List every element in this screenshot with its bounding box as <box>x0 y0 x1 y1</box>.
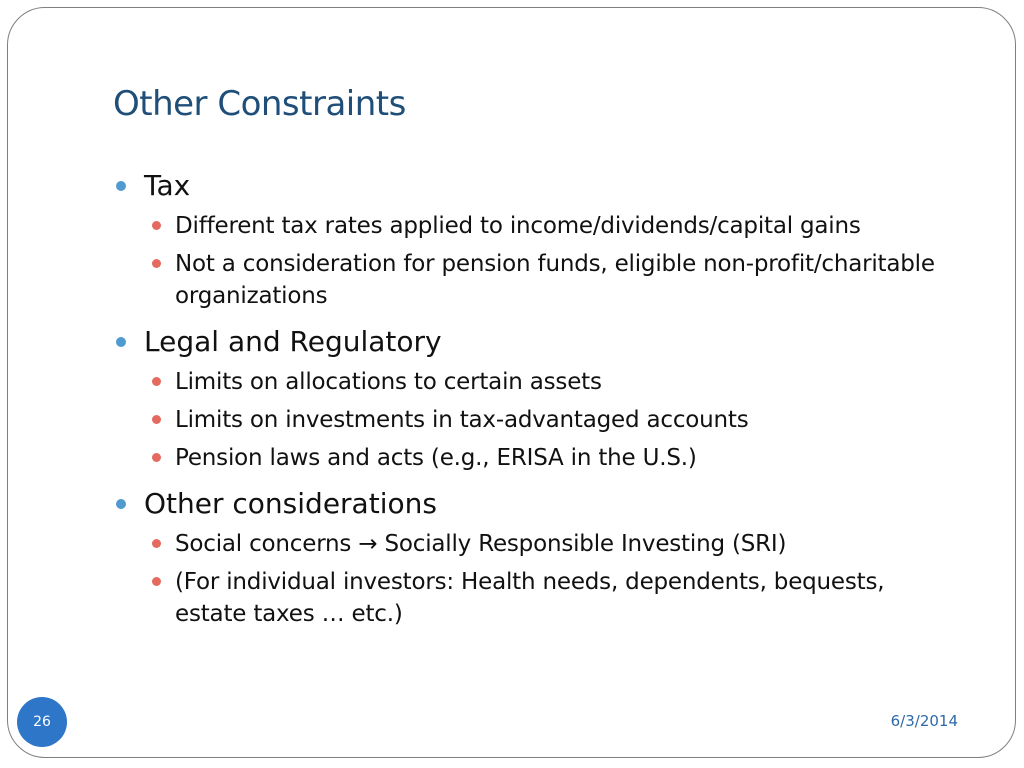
sub-bullet-text: (For individual investors: Health needs, dependents, bequests, estate taxes … etc.) <box>175 569 885 627</box>
sub-bullet <box>114 366 954 398</box>
sub-bullet <box>114 404 954 436</box>
sub-bullet <box>114 442 954 474</box>
bullet-heading: Legal and Regulatory <box>144 325 442 358</box>
level1-bullet-icon <box>116 499 126 509</box>
sub-bullet-text: Different tax rates applied to income/dividends/capital gains <box>175 213 861 239</box>
sub-bullet-text: Pension laws and acts (e.g., ERISA in the U.S.) <box>175 445 697 471</box>
sub-bullet-text: Not a consideration for pension funds, eligible non-profit/charitable organizations <box>175 251 935 309</box>
sub-bullet-text: Limits on investments in tax-advantaged accounts <box>175 407 749 433</box>
bullet-legal-regulatory <box>114 324 954 360</box>
level2-bullet-icon <box>152 539 161 548</box>
level2-bullet-icon <box>152 577 161 586</box>
slide-title: Other Constraints <box>113 84 406 124</box>
level2-bullet-icon <box>152 377 161 386</box>
sub-bullet-text: Limits on allocations to certain assets <box>175 369 602 395</box>
level1-bullet-icon <box>116 181 126 191</box>
sub-bullet-text: Social concerns → Socially Responsible Investing (SRI) <box>175 531 787 557</box>
bullet-tax <box>114 168 954 204</box>
bullet-heading: Other considerations <box>144 487 437 520</box>
level2-bullet-icon <box>152 453 161 462</box>
sub-bullet <box>114 528 954 560</box>
page-number-badge: 26 <box>17 697 67 747</box>
level2-bullet-icon <box>152 415 161 424</box>
level1-bullet-icon <box>116 337 126 347</box>
sub-bullet <box>114 566 954 630</box>
level2-bullet-icon <box>152 221 161 230</box>
sub-bullet <box>114 248 954 312</box>
footer-date: 6/3/2014 <box>890 712 958 730</box>
sub-bullet <box>114 210 954 242</box>
slide-content <box>114 164 954 630</box>
bullet-heading: Tax <box>144 169 191 202</box>
bullet-other-considerations <box>114 486 954 522</box>
level2-bullet-icon <box>152 259 161 268</box>
